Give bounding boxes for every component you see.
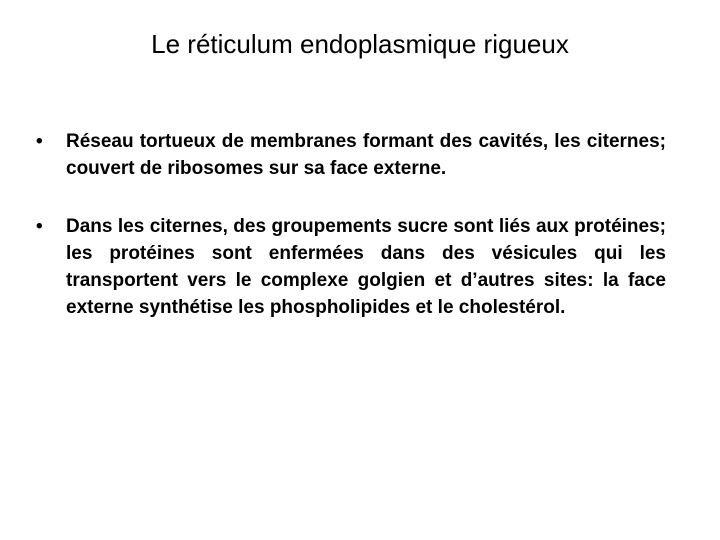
bullet-item — [36, 213, 666, 321]
bullet-text: Réseau tortueux de membranes formant des cavités, les citernes; couvert de ribosomes sur sa face externe. — [66, 131, 666, 179]
bullet-marker: • — [36, 216, 43, 237]
bullet-text: Dans les citernes, des groupements sucre sont liés aux protéines; les protéines sont enfermées dans des vésicules qui les transportent vers le complexe golgien et d’autres sites: la face externe synthétise les phospholipides et le cholestérol. — [66, 216, 666, 318]
bullet-list — [36, 128, 666, 352]
bullet-item — [36, 128, 666, 182]
bullet-marker: • — [36, 131, 43, 152]
slide-title: Le réticulum endoplasmique rigueux — [151, 29, 569, 59]
